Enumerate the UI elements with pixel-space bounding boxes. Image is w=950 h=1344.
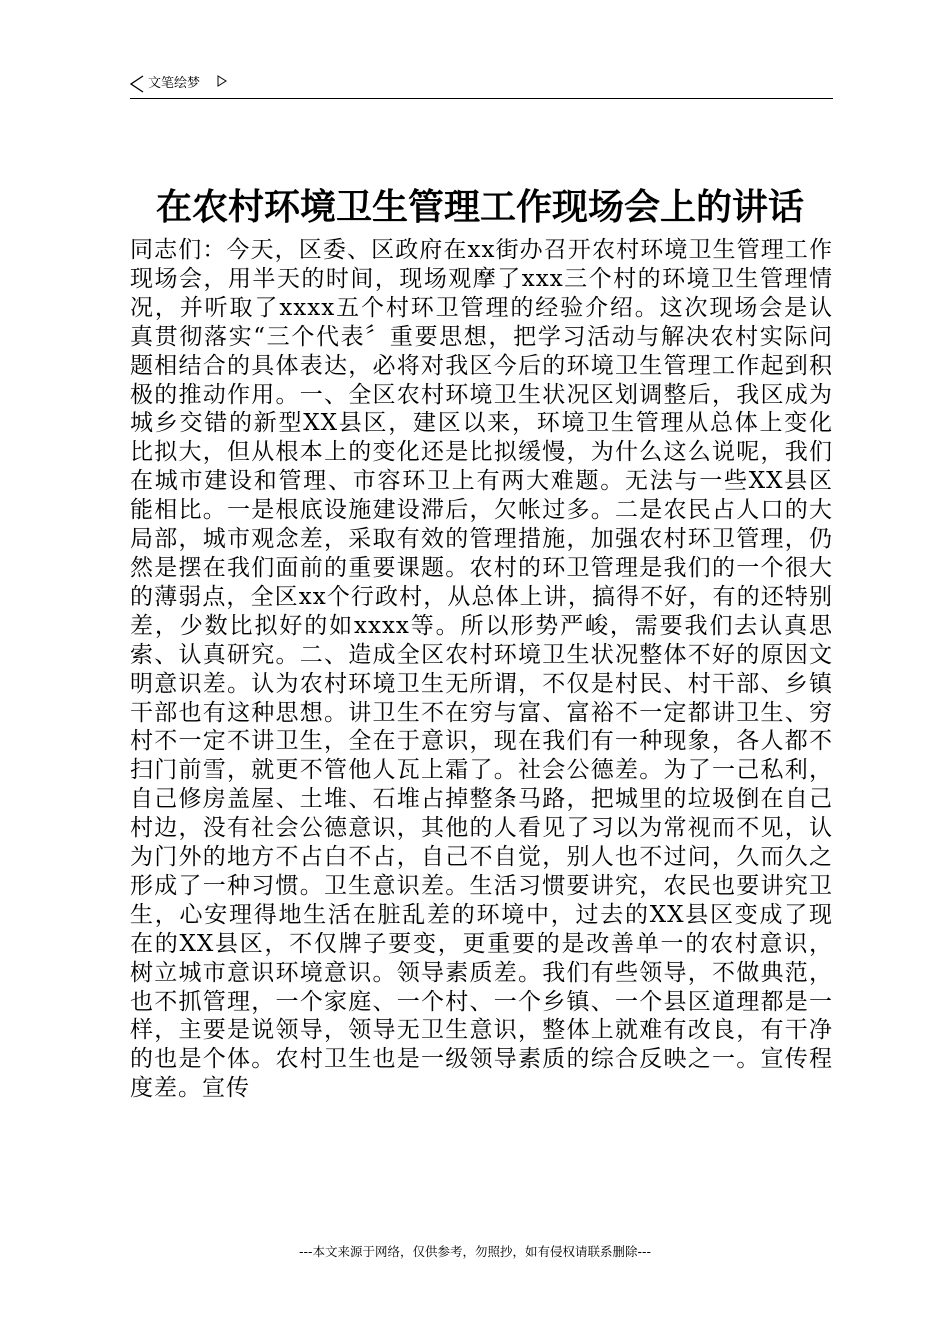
document-body: 同志们：今天，区委、区政府在xx街办召开农村环境卫生管理工作现场会，用半天的时间，现场观摩了xxx三个村的环境卫生管理情况，并听取了xxxx五个村环卫管理的经验介绍。这次现场会是认真贯彻落实“三个代表〞重要思想，把学习活动与解决农村实际问题相结合的具体表达，必将对我区今后的环境卫生管理工作起到积极的推动作用。一、全区农村环境卫生状况区划调整后，我区成为城乡交错的新型XX县区，建区以来，环境卫生管理从总体上变化比拟大，但从根本上的变化还是比拟缓慢，为什么这么说呢，我们在城市建设和管理、市容环卫上有两大难题。无法与一些XX县区能相比。一是根底设施建设滞后，欠帐过多。二是农民占人口的大局部，城市观念差，采取有效的管理措施，加强农村环卫管理，仍然是摆在我们面前的重要课题。农村的环卫管理是我们的一个很大的薄弱点，全区xx个行政村，从总体上讲，搞得不好，有的还特别差，少数比拟好的如xxxx等。所以形势严峻，需要我们去认真思索、认真研究。二、造成全区农村环境卫生状况整体不好的原因文明意识差。认为农村环境卫生无所谓，不仅是村民、村干部、乡镇干部也有这种思想。讲卫生不在穷与富、富裕不一定都讲卫生、穷村不一定不讲卫生，全在于意识，现在我们有一种现象，各人都不扫门前雪，就更不管他人瓦上霜了。社会公德差。为了一己私利，自己修房盖屋、土堆、石堆占掉整条马路，把城里的垃圾倒在自己村边，没有社会公德意识，其他的人看见了习以为常视而不见，认为门外的地方不占白不占，自己不自觉，别人也不过问，久而久之形成了一种习惯。卫生意识差。生活习惯要讲究，农民也要讲究卫生，心安理得地生活在脏乱差的环境中，过去的XX县区变成了现在的XX县区，不仅牌子要变，更重要的是改善单一的农村意识，树立城市意识环境意识。领导素质差。我们有些领导，不做典范，也不抓管理，一个家庭、一个村、一个乡镇、一个县区道理都是一样，主要是说领导，领导无卫生意识，整体上就难有改良，有干净的也是个体。农村卫生也是一级领导素质的综合反映之一。宣传程度差。宣传 [130,237,833,1102]
document-title: 在农村环境卫生管理工作现场会上的讲话 [155,187,804,228]
page-header [130,74,833,99]
footer-disclaimer: ---本文来源于网络，仅供参考，勿照抄，如有侵权请联系删除--- [298,1244,652,1259]
left-triangle-icon [130,75,144,93]
header-text: 文笔绘梦 [148,76,201,91]
right-triangle-icon [217,75,227,87]
